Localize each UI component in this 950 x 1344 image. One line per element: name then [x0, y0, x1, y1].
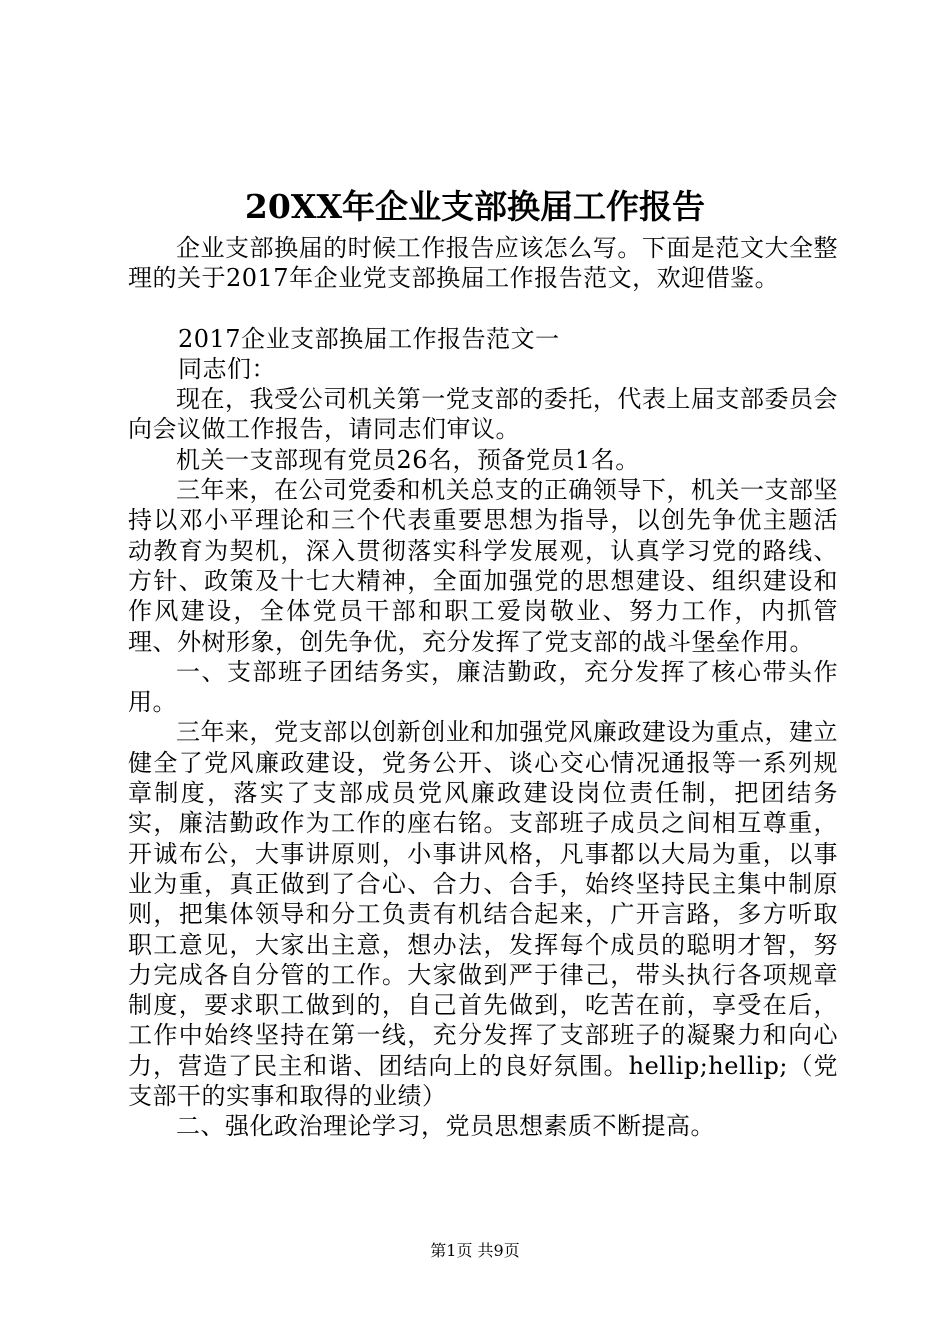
- intro-paragraph: 企业支部换届的时候工作报告应该怎么写。下面是范文大全整理的关于2017年企业党支部换届工作报告范文，欢迎借鉴。: [128, 234, 838, 293]
- document-title: 20XX年企业支部换届工作报告: [244, 187, 706, 226]
- body-paragraph: 一、支部班子团结务实，廉洁勤政，充分发挥了核心带头作用。: [128, 657, 838, 717]
- document-body: [128, 233, 838, 1142]
- body-paragraph: 三年来，党支部以创新创业和加强党风廉政建设为重点，建立健全了党风廉政建设，党务公开、谈心交心情况通报等一系列规章制度，落实了支部成员党风廉政建设岗位责任制，把团结务实，廉洁勤政作为工作的座右铭。支部班子成员之间相互尊重，开诚布公，大事讲原则，小事讲风格，凡事都以大局为重，以事业为重，真正做到了合心、合力、合手，始终坚持民主集中制原则，把集体领导和分工负责有机结合起来，广开言路，多方听取职工意见，大家出主意，想办法，发挥每个成员的聪明才智，努力完成各自分管的工作。大家做到严于律己，带头执行各项规章制度，要求职工做到的，自己首先做到，吃苦在前，享受在后，工作中始终坚持在第一线，充分发挥了支部班子的凝聚力和向心力，营造了民主和谐、团结向上的良好氛围。hellip;hellip;（党支部干的实事和取得的业绩）: [128, 718, 838, 1111]
- page-number-footer: 第1页 共9页: [430, 1241, 520, 1260]
- body-paragraph: 现在，我受公司机关第一党支部的委托，代表上届支部委员会向会议做工作报告，请同志们审议。: [128, 385, 838, 444]
- body-paragraph: 三年来，在公司党委和机关总支的正确领导下，机关一支部坚持以邓小平理论和三个代表重要思想为指导，以创先争优主题活动教育为契机，深入贯彻落实科学发展观，认真学习党的路线、方针、政策及十七大精神，全面加强党的思想建设、组织建设和作风建设，全体党员干部和职工爱岗敬业、努力工作，内抓管理、外树形象，创先争优，充分发挥了党支部的战斗堡垒作用。: [128, 476, 838, 656]
- body-paragraph: 二、强化政治理论学习，党员思想素质不断提高。: [176, 1112, 715, 1141]
- greeting: 同志们：: [178, 354, 276, 383]
- body-paragraph: 机关一支部现有党员26名，预备党员1名。: [176, 445, 640, 474]
- section-heading: 2017企业支部换届工作报告范文一: [178, 324, 560, 353]
